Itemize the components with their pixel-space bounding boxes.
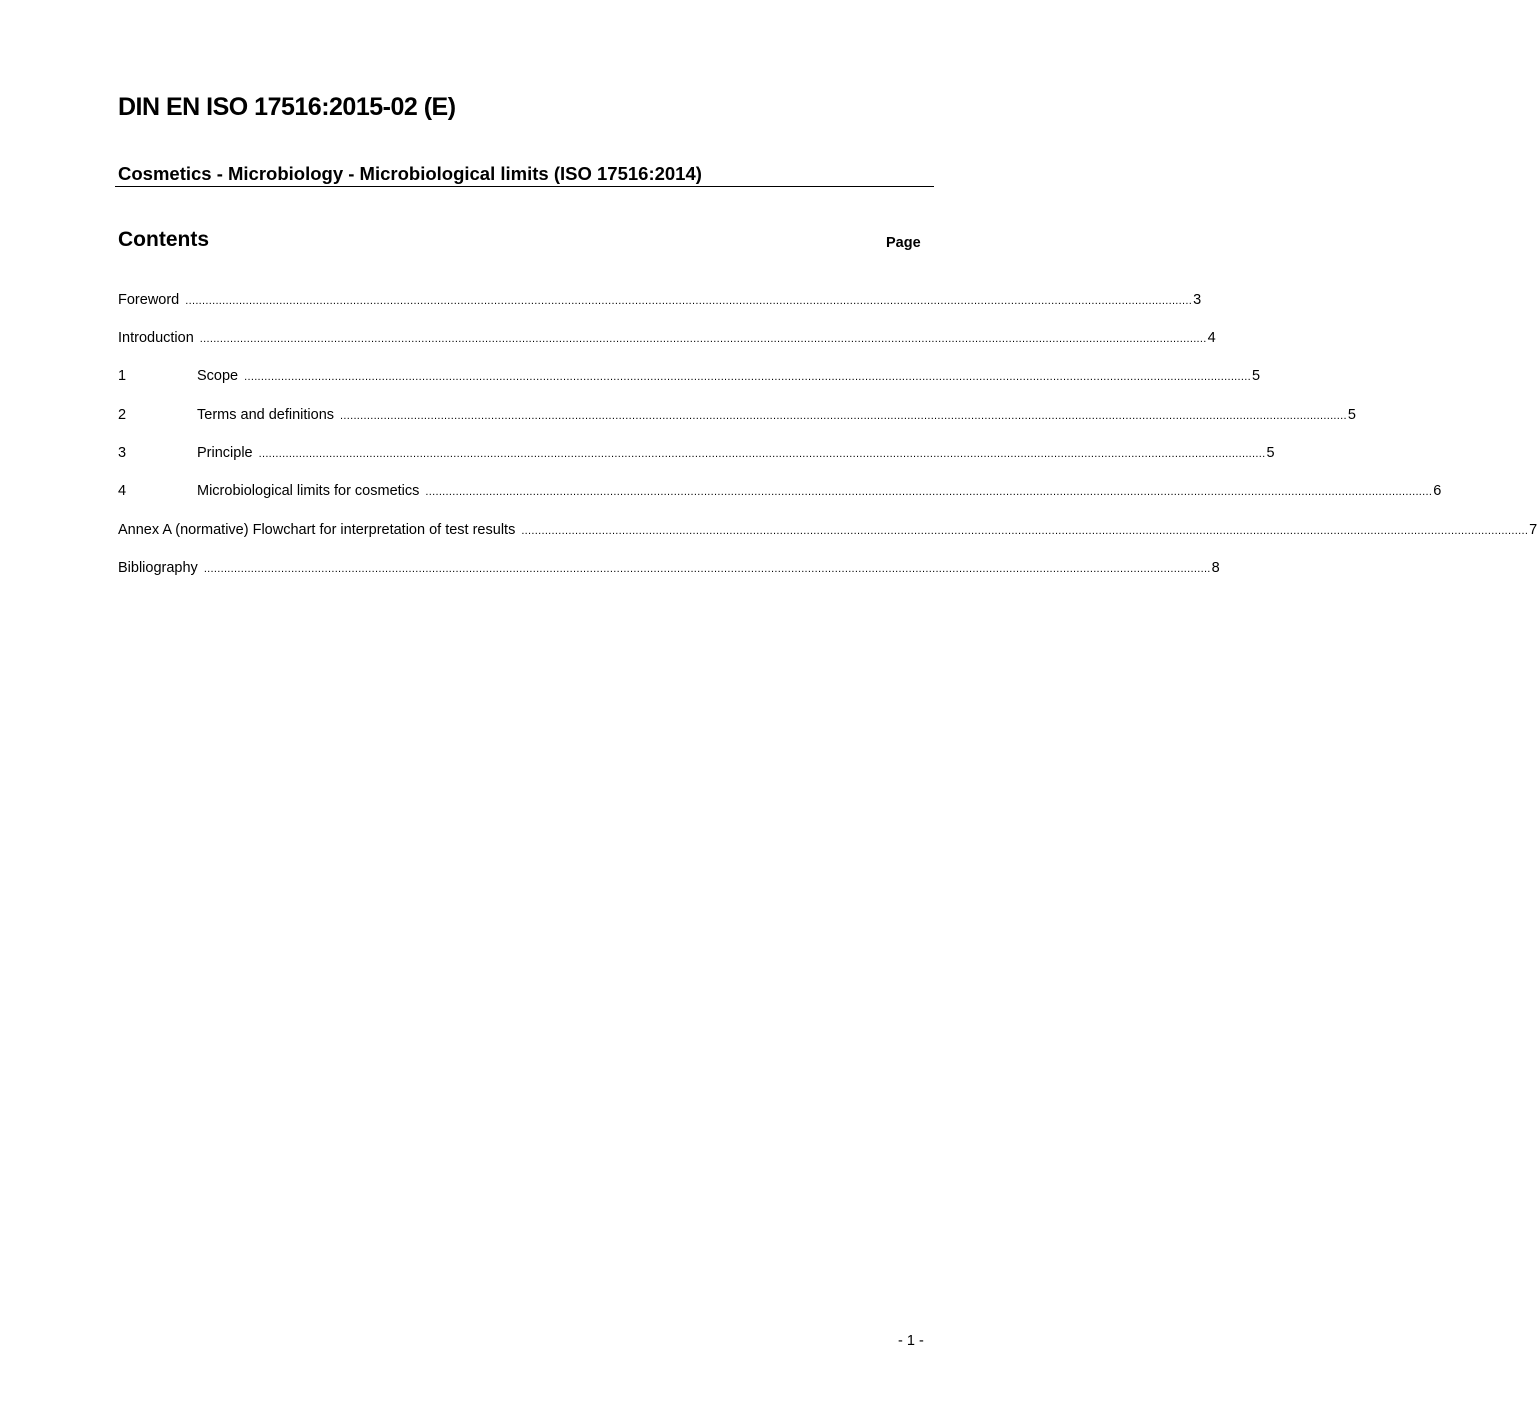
toc-entry-page: 7: [1529, 522, 1537, 538]
toc-entry-introduction[interactable]: [118, 330, 1216, 350]
toc-entry-principle[interactable]: [118, 445, 1275, 465]
toc-entry-label: Scope: [197, 368, 239, 384]
toc-entry-number: 1: [118, 368, 127, 384]
toc-entry-number: 2: [118, 407, 127, 423]
toc-entry-annex-a[interactable]: [118, 522, 1537, 542]
toc-dot-leader: ............................................................................................................................................................................................................................................................................................................: [425, 486, 1433, 498]
toc-entry-page: 5: [1266, 445, 1275, 461]
page-number: - 1 -: [898, 1333, 924, 1349]
toc-dot-leader: ............................................................................................................................................................................................................................................................................................................: [199, 333, 1207, 345]
contents-heading: Contents: [118, 228, 209, 251]
title-divider: [115, 186, 934, 187]
document-subtitle: Cosmetics - Microbiology - Microbiological limits (ISO 17516:2014): [118, 163, 702, 184]
toc-entry-page: 6: [1433, 483, 1442, 499]
toc-dot-leader: ............................................................................................................................................................................................................................................................................................................: [258, 448, 1266, 460]
toc-entry-terms-and-definitions[interactable]: [118, 407, 1356, 427]
toc-dot-leader: ............................................................................................................................................................................................................................................................................................................: [203, 563, 1211, 575]
toc-entry-page: 5: [1251, 368, 1261, 384]
toc-entry-number: 4: [118, 483, 127, 499]
toc-entry-label: Annex A (normative) Flowchart for interpretation of test results: [118, 522, 516, 538]
toc-entry-label: Introduction: [118, 330, 194, 346]
toc-entry-foreword[interactable]: [118, 292, 1202, 312]
toc-dot-leader: ............................................................................................................................................................................................................................................................................................................: [521, 525, 1529, 537]
toc-entry-microbiological-limits[interactable]: [118, 483, 1442, 503]
toc-entry-label: Microbiological limits for cosmetics: [197, 483, 420, 499]
toc-entry-number: 3: [118, 445, 127, 461]
toc-entry-label: Foreword: [118, 292, 180, 308]
toc-entry-scope[interactable]: [118, 368, 1261, 388]
toc-dot-leader: ............................................................................................................................................................................................................................................................................................................: [244, 371, 1251, 383]
toc-entry-page: 8: [1211, 560, 1220, 576]
toc-entry-bibliography[interactable]: [118, 560, 1220, 580]
toc-entry-label: Principle: [197, 445, 253, 461]
toc-dot-leader: ............................................................................................................................................................................................................................................................................................................: [340, 410, 1347, 422]
page-column-heading: Page: [886, 235, 921, 251]
toc-entry-label: Bibliography: [118, 560, 198, 576]
toc-dot-leader: ............................................................................................................................................................................................................................................................................................................: [185, 295, 1193, 307]
toc-entry-page: 5: [1347, 407, 1356, 423]
toc-entry-page: 3: [1193, 292, 1202, 308]
toc-entry-page: 4: [1207, 330, 1216, 346]
document-title: DIN EN ISO 17516:2015-02 (E): [118, 93, 456, 121]
toc-entry-label: Terms and definitions: [197, 407, 335, 423]
